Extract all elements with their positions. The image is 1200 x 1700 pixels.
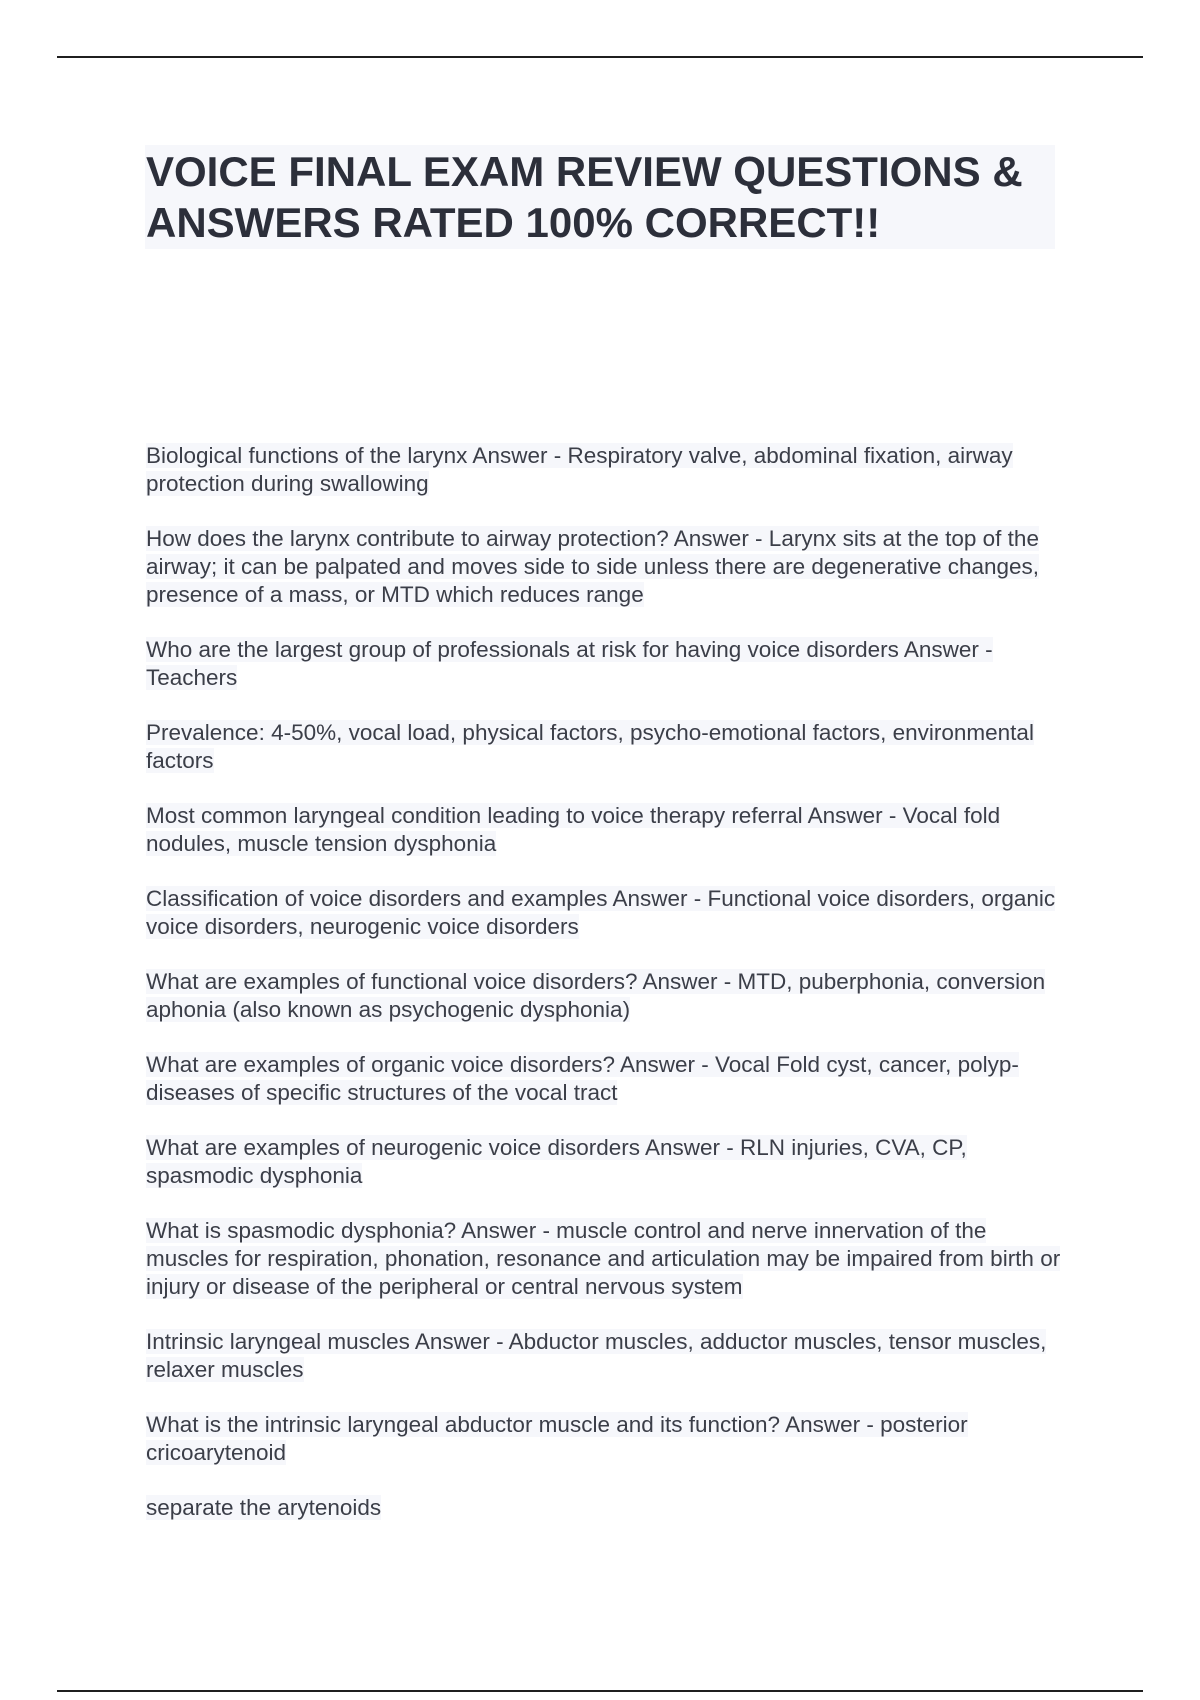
qa-text: Prevalence: 4-50%, vocal load, physical factors, psycho-emotional factors, environmental factors [146, 720, 1034, 773]
qa-entry [146, 1411, 1066, 1467]
qa-text: What is the intrinsic laryngeal abductor muscle and its function? Answer - posterior cricoarytenoid [146, 1412, 968, 1465]
qa-entry [146, 1051, 1066, 1107]
document-title: VOICE FINAL EXAM REVIEW QUESTIONS & ANSWERS RATED 100% CORRECT!! [146, 148, 1023, 246]
qa-text: How does the larynx contribute to airway protection? Answer - Larynx sits at the top of the airway; it can be palpated and moves side to side unless there are degenerative changes, presence of a mass, or MTD which reduces range [146, 526, 1040, 607]
qa-entry [146, 1494, 1066, 1522]
qa-entry [146, 525, 1066, 609]
qa-text: What are examples of neurogenic voice disorders Answer - RLN injuries, CVA, CP, spasmodic dysphonia [146, 1135, 967, 1188]
qa-text: What are examples of organic voice disorders? Answer - Vocal Fold cyst, cancer, polyp-diseases of specific structures of the vocal tract [146, 1052, 1019, 1105]
qa-entry [146, 1328, 1066, 1384]
bottom-rule [57, 1690, 1143, 1692]
qa-entry [146, 1217, 1066, 1301]
qa-text: What are examples of functional voice disorders? Answer - MTD, puberphonia, conversion aphonia (also known as psychogenic dysphonia) [146, 969, 1046, 1022]
qa-text: Most common laryngeal condition leading to voice therapy referral Answer - Vocal fold nodules, muscle tension dysphonia [146, 803, 1001, 856]
qa-text: Classification of voice disorders and examples Answer - Functional voice disorders, organic voice disorders, neurogenic voice disorders [146, 886, 1056, 939]
qa-entry [146, 1134, 1066, 1190]
qa-text: separate the arytenoids [146, 1495, 382, 1520]
qa-text: What is spasmodic dysphonia? Answer - muscle control and nerve innervation of the muscles for respiration, phonation, resonance and articulation may be impaired from birth or injury or disease of the peripheral or central nervous system [146, 1218, 1061, 1299]
qa-entry [146, 885, 1066, 941]
qa-entry [146, 636, 1066, 692]
qa-text: Who are the largest group of professionals at risk for having voice disorders Answer - Teachers [146, 637, 993, 690]
qa-text: Biological functions of the larynx Answer - Respiratory valve, abdominal fixation, airway protection during swallowing [146, 443, 1013, 496]
qa-entry [146, 802, 1066, 858]
top-rule [57, 56, 1143, 58]
qa-entry [146, 968, 1066, 1024]
qa-text: Intrinsic laryngeal muscles Answer - Abductor muscles, adductor muscles, tensor muscles, relaxer muscles [146, 1329, 1047, 1382]
qa-list [146, 442, 1066, 1549]
qa-entry [146, 442, 1066, 498]
qa-entry [146, 719, 1066, 775]
